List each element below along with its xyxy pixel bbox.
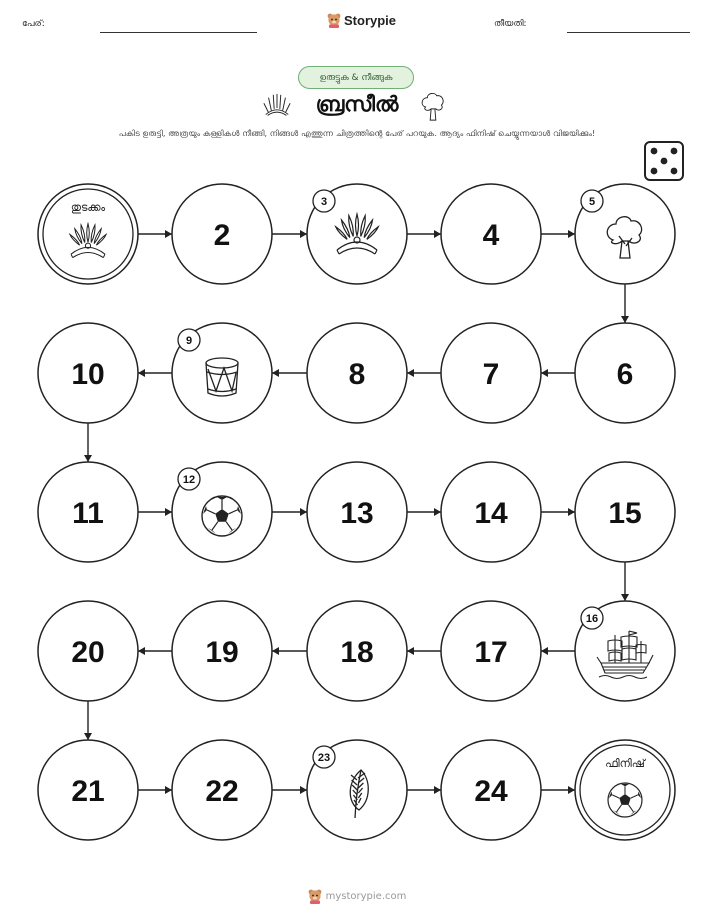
path-arrow [84, 701, 92, 740]
board-space-19 [172, 601, 272, 701]
page-title: ബ്രസീൽ [315, 92, 399, 116]
path-arrow [272, 786, 307, 794]
game-type-badge: ഉരുട്ടുക & നീങ്ങുക [298, 66, 414, 89]
path-arrow [138, 786, 172, 794]
space-number: 7 [482, 358, 500, 391]
footer-url: mystorypie.com [325, 890, 407, 902]
board-space-3 [307, 184, 407, 284]
brand-name: Storypie [344, 12, 397, 28]
board-space-5 [575, 184, 675, 284]
svg-text:23: 23 [317, 752, 331, 764]
space-number: 18 [340, 636, 374, 669]
path-arrow [138, 230, 172, 238]
path-arrow [541, 230, 575, 238]
space-number: 24 [474, 775, 508, 808]
space-number: 10 [71, 358, 105, 391]
board-space-7 [441, 323, 541, 423]
space-number-badge [178, 329, 200, 351]
board-space-22 [172, 740, 272, 840]
board-space-14 [441, 462, 541, 562]
space-number: 11 [72, 497, 104, 530]
path-arrow [272, 647, 307, 655]
path-arrow [621, 562, 629, 601]
svg-text:16: 16 [585, 613, 599, 625]
board-space-9 [172, 323, 272, 423]
path-arrow [541, 786, 575, 794]
board-space-12 [172, 462, 272, 562]
board-space-15 [575, 462, 675, 562]
space-number: 6 [616, 358, 634, 391]
path-arrow [541, 508, 575, 516]
dice-five-icon [645, 142, 683, 180]
space-number: 15 [608, 497, 642, 530]
path-arrow [407, 369, 441, 377]
path-arrow [272, 369, 307, 377]
path-arrow [407, 230, 441, 238]
space-number: 14 [474, 497, 508, 530]
board-space-17 [441, 601, 541, 701]
path-arrow [138, 508, 172, 516]
path-arrow [84, 423, 92, 462]
board-space-23 [307, 740, 407, 840]
name-label: പേര്: [22, 19, 45, 29]
board-space-25 [575, 740, 675, 840]
space-number: 2 [213, 219, 231, 252]
footer [0, 888, 714, 904]
path-arrow [407, 508, 441, 516]
path-arrow [407, 786, 441, 794]
instructions: പകിട ഉരുട്ടി, അത്രയും കള്ളികൾ നീങ്ങി, നിങ്ങൾ എത്തുന്ന ചിത്രത്തിന്റെ പേര് പറയുക. ആദ്യം ഫിനിഷ് ചെയ്യുന്നയാൾ വിജയിക്കും! [118, 128, 596, 138]
svg-text:9: 9 [185, 335, 193, 347]
board-space-8 [307, 323, 407, 423]
path-arrow [541, 369, 575, 377]
board-space-10 [38, 323, 138, 423]
space-number: 19 [205, 636, 239, 669]
path-arrow [541, 647, 575, 655]
board-space-24 [441, 740, 541, 840]
svg-text:3: 3 [320, 196, 328, 208]
board-space-2 [172, 184, 272, 284]
path-arrow [272, 508, 307, 516]
svg-text:5: 5 [588, 196, 596, 208]
path-arrow [138, 369, 172, 377]
board-space-11 [38, 462, 138, 562]
space-number: 8 [348, 358, 366, 391]
board-space-21 [38, 740, 138, 840]
path-arrow [138, 647, 172, 655]
space-number: 20 [71, 636, 105, 669]
space-number: 13 [340, 497, 374, 530]
bear-logo-icon [308, 888, 322, 904]
board-space-13 [307, 462, 407, 562]
path-arrow [621, 284, 629, 323]
soccer-ball-icon [202, 496, 242, 536]
space-number: 22 [205, 775, 239, 808]
space-number-badge [313, 746, 335, 768]
board-space-6 [575, 323, 675, 423]
space-number: 17 [474, 636, 508, 669]
space-number-badge [313, 190, 335, 212]
space-number-badge [581, 607, 603, 629]
finish-label: ഫിനിഷ് [605, 757, 645, 770]
path-arrow [407, 647, 441, 655]
board-space-16 [575, 601, 675, 701]
board-space-4 [441, 184, 541, 284]
start-label: തുടക്കം [70, 201, 106, 214]
space-number: 4 [482, 219, 500, 252]
board-space-18 [307, 601, 407, 701]
space-number-badge [178, 468, 200, 490]
board-space-1 [38, 184, 138, 284]
svg-text:12: 12 [182, 474, 196, 486]
board-space-20 [38, 601, 138, 701]
space-number-badge [581, 190, 603, 212]
soccer-ball-icon [608, 783, 642, 817]
path-arrow [272, 230, 307, 238]
date-label: തീയതി: [494, 19, 527, 29]
space-number: 21 [71, 775, 105, 808]
